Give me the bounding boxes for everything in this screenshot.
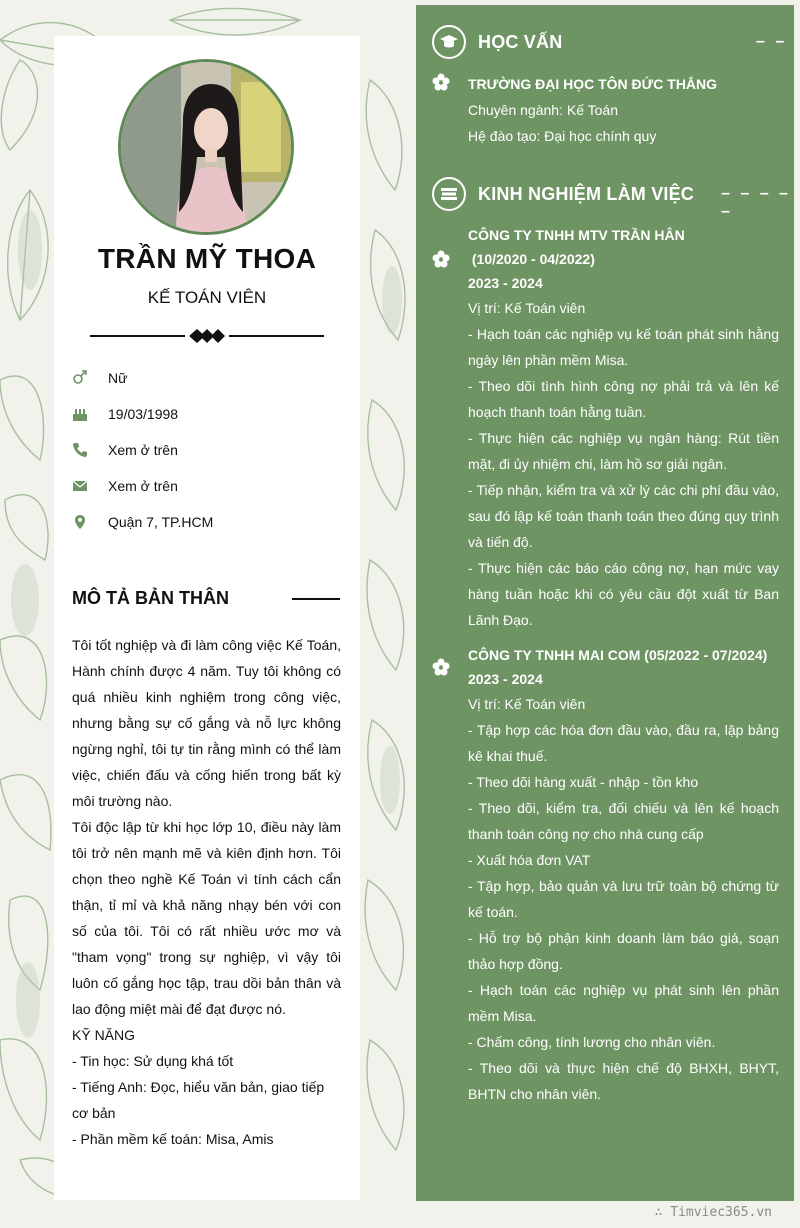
education-entry xyxy=(468,71,780,149)
job-position: Vị trí: Kế Toán viên xyxy=(468,300,586,316)
job-years: 2023 - 2024 xyxy=(468,275,543,291)
location-value: Quận 7, TP.HCM xyxy=(108,514,214,530)
job-years: 2023 - 2024 xyxy=(468,671,543,687)
location-icon xyxy=(72,514,88,530)
experience-dash: – – – – – xyxy=(721,185,791,220)
contact-location xyxy=(72,512,342,532)
job-period: (10/2020 - 04/2022) xyxy=(468,251,595,267)
email-value: Xem ở trên xyxy=(108,478,178,494)
job-task: - Tập hợp các hóa đơn đầu vào, đầu ra, lập bảng kê khai thuế. xyxy=(468,722,779,764)
gender-value: Nữ xyxy=(108,370,128,386)
about-text xyxy=(72,632,341,1152)
job-task: - Xuất hóa đơn VAT xyxy=(468,852,591,868)
books-icon xyxy=(432,177,466,211)
email-icon xyxy=(72,478,88,494)
job-company: CÔNG TY TNHH MAI COM (05/2022 - 07/2024) xyxy=(468,647,768,663)
contact-email xyxy=(72,476,342,496)
profile-card xyxy=(54,36,360,1200)
education-dash: – – xyxy=(756,33,788,50)
profile-photo xyxy=(121,62,291,232)
experience-header xyxy=(432,177,694,211)
birthday-value: 19/03/1998 xyxy=(108,406,179,422)
avatar xyxy=(118,59,294,235)
watermark: ∴ Timviec365.vn xyxy=(654,1205,772,1220)
skill-item: - Tiếng Anh: Đọc, hiểu văn bản, giao tiếp cơ bản xyxy=(72,1079,325,1121)
right-panel xyxy=(416,5,794,1201)
job-position: Vị trí: Kế Toán viên xyxy=(468,696,586,712)
job-task: - Theo dõi hàng xuất - nhập - tồn kho xyxy=(468,774,699,790)
job-task: - Hỗ trợ bộ phận kinh doanh làm báo giá, soạn thảo hợp đồng. xyxy=(468,930,779,972)
graduation-cap-icon xyxy=(432,25,466,59)
job-task: - Chấm công, tính lương cho nhân viên. xyxy=(468,1034,716,1050)
contact-birthday xyxy=(72,404,342,424)
school-major: Chuyên ngành: Kế Toán xyxy=(468,102,618,118)
job-task: - Tập hợp, bảo quản và lưu trữ toàn bộ chứng từ kế toán. xyxy=(468,878,779,920)
flower-bullet-icon xyxy=(432,73,450,91)
contact-gender xyxy=(72,368,342,388)
job-task: - Theo dõi tình hình công nợ phải trả và lên kế hoạch thanh toán hằng tuần. xyxy=(468,378,779,420)
school-mode: Hệ đào tạo: Đại học chính quy xyxy=(468,128,657,144)
job-task: - Tiếp nhận, kiểm tra và xử lý các chi phí đầu vào, sau đó lập kế toán thanh toán theo đúng quy trình và tiến độ. xyxy=(468,482,779,550)
about-heading-line xyxy=(292,598,340,600)
job-title: KẾ TOÁN VIÊN xyxy=(147,288,267,307)
job-entry xyxy=(468,643,779,1107)
school-name: TRƯỜNG ĐẠI HỌC TÔN ĐỨC THẮNG xyxy=(468,76,718,92)
job-task: - Thực hiện các nghiệp vụ ngân hàng: Rút tiền mặt, đi ủy nhiệm chi, làm hồ sơ giải ngân. xyxy=(468,430,779,472)
name-divider xyxy=(90,326,324,346)
about-paragraph: Tôi độc lập từ khi học lớp 10, điều này làm tôi trở nên mạnh mẽ và kiên định hơn. Tôi chọn theo nghề Kế Toán vì tính cách cẩn thận, tỉ mỉ và khả năng nhạy bén với con số của tôi. Tôi có rất nhiều ước mơ và "tham vọng" trong sự nghiệp, vì vậy tôi luôn cố gắng học tập, trau dồi bản thân và lao động miệt mài để đạt được nó. xyxy=(72,819,341,1017)
about-paragraph: Tôi tốt nghiệp và đi làm công việc Kế Toán, Hành chính được 4 năm. Tuy tôi không có quá nhiều kinh nghiệm trong công việc, nhưng bằng sự cố gắng và nỗ lực không ngừng nghỉ, tôi tự tin rằng mình có thể làm việc, chiến đấu và cống hiến trong bất kỳ môi trường nào. xyxy=(72,637,341,809)
education-header xyxy=(432,25,562,59)
job-entry xyxy=(468,223,779,633)
flower-bullet-icon xyxy=(432,658,450,676)
job-company: CÔNG TY TNHH MTV TRẦN HÂN xyxy=(468,227,685,243)
skill-item: - Tin học: Sử dụng khá tốt xyxy=(72,1053,234,1069)
job-task: - Hạch toán các nghiệp vụ phát sinh lên phần mềm Misa. xyxy=(468,982,779,1024)
phone-value: Xem ở trên xyxy=(108,442,178,458)
skill-item: - Phần mềm kế toán: Misa, Amis xyxy=(72,1131,274,1147)
contact-phone xyxy=(72,440,342,460)
flower-bullet-icon xyxy=(432,250,450,268)
about-heading: MÔ TẢ BẢN THÂN xyxy=(72,588,229,608)
experience-heading: KINH NGHIỆM LÀM VIỆC xyxy=(478,183,695,204)
job-task: - Theo dõi, kiểm tra, đối chiếu và lên kế hoạch thanh toán công nợ cho nhà cung cấp xyxy=(468,800,779,842)
job-task: - Theo dõi và thực hiện chế độ BHXH, BHYT, BHTN cho nhân viên. xyxy=(468,1060,779,1102)
skills-heading: KỸ NĂNG xyxy=(72,1027,136,1043)
education-heading: HỌC VẤN xyxy=(478,31,563,52)
job-task: - Hạch toán các nghiệp vụ kế toán phát sinh hằng ngày lên phần mềm Misa. xyxy=(468,326,779,368)
candidate-name: TRẦN MỸ THOA xyxy=(97,243,317,274)
gender-icon xyxy=(72,370,88,386)
watermark-text: Timviec365.vn xyxy=(670,1205,772,1220)
phone-icon xyxy=(72,442,88,458)
job-task: - Thực hiện các báo cáo công nợ, hạn mức vay hàng tuần hoặc khi có yêu cầu đột xuất từ Ban Lãnh Đạo. xyxy=(468,560,779,628)
birthday-cake-icon xyxy=(72,406,88,422)
